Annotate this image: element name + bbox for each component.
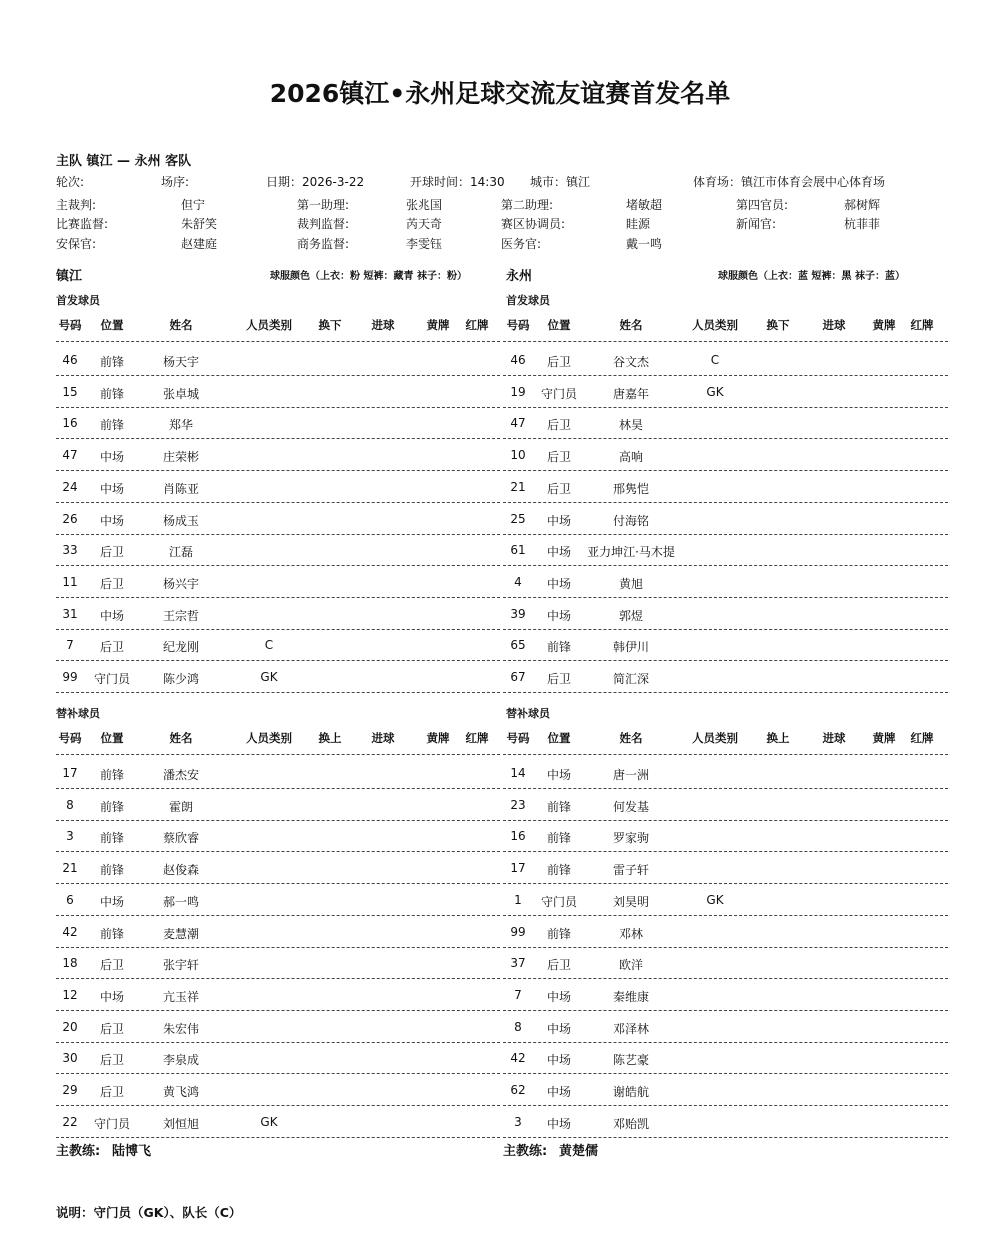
player-name: 陈艺豪 bbox=[612, 1053, 650, 1068]
player-position: 中场 bbox=[99, 513, 125, 528]
player-number: 10 bbox=[510, 448, 526, 463]
player-position: 前锋 bbox=[546, 799, 572, 814]
player-number: 46 bbox=[510, 353, 526, 367]
player-name: 张卓城 bbox=[162, 386, 200, 401]
away-kit: 球服颜色（上衣：蓝 短裤：黑 袜子：蓝） bbox=[718, 271, 905, 282]
player-position: 中场 bbox=[99, 450, 125, 465]
player-type: C bbox=[710, 353, 720, 367]
player-number: 19 bbox=[510, 384, 526, 399]
row-divider bbox=[56, 502, 500, 503]
column-header: 姓名 bbox=[169, 318, 193, 332]
player-number: 46 bbox=[62, 353, 78, 367]
player-number: 99 bbox=[510, 924, 526, 939]
page-title: 2026镇江•永州足球交流友谊赛首发名单 bbox=[269, 79, 731, 108]
player-name: 韩伊川 bbox=[612, 640, 650, 655]
player-position: 前锋 bbox=[99, 799, 125, 814]
player-number: 8 bbox=[66, 797, 74, 812]
player-name: 邓泽林 bbox=[612, 1021, 650, 1036]
player-position: 后卫 bbox=[99, 640, 125, 655]
official-name: 李雯钰 bbox=[406, 237, 443, 251]
player-name: 亚力坤江·马木提 bbox=[587, 545, 675, 560]
column-header: 黄牌 bbox=[426, 731, 450, 745]
player-number: 7 bbox=[514, 987, 522, 1002]
player-name: 赵俊森 bbox=[162, 863, 200, 878]
player-position: 中场 bbox=[546, 768, 572, 782]
official-name: 戴一鸣 bbox=[626, 237, 663, 251]
column-header: 位置 bbox=[100, 731, 124, 745]
player-number: 39 bbox=[510, 606, 526, 621]
official-label: 商务监督: bbox=[297, 237, 350, 251]
official-name: 赵建庭 bbox=[181, 237, 218, 251]
player-name: 林昊 bbox=[618, 418, 644, 433]
row-divider bbox=[56, 629, 500, 630]
player-position: 守门员 bbox=[93, 1116, 131, 1131]
column-header: 号码 bbox=[58, 318, 82, 332]
player-position: 守门员 bbox=[540, 386, 578, 401]
player-type: GK bbox=[260, 1114, 278, 1129]
player-number: 17 bbox=[510, 861, 526, 876]
player-position: 后卫 bbox=[546, 418, 572, 433]
player-name: 潘杰安 bbox=[162, 768, 200, 782]
row-divider bbox=[503, 1105, 948, 1106]
player-name: 谷文杰 bbox=[612, 355, 650, 369]
player-number: 21 bbox=[62, 861, 78, 876]
column-header: 黄牌 bbox=[872, 318, 896, 332]
row-divider bbox=[503, 788, 948, 789]
player-name: 谢皓航 bbox=[612, 1085, 650, 1099]
player-number: 61 bbox=[510, 543, 526, 558]
home-subs-label: 替补球员 bbox=[56, 707, 100, 720]
player-name: 刘昊明 bbox=[612, 894, 650, 909]
away-subs-label: 替补球员 bbox=[506, 707, 550, 720]
official-label: 第四官员: bbox=[736, 198, 789, 212]
row-divider bbox=[56, 883, 500, 884]
player-number: 20 bbox=[62, 1019, 78, 1034]
player-number: 16 bbox=[62, 416, 78, 431]
player-position: 中场 bbox=[99, 989, 125, 1004]
player-name: 刘恒旭 bbox=[162, 1116, 200, 1131]
kickoff-time: 开球时间：14:30 bbox=[410, 175, 505, 189]
row-divider bbox=[56, 915, 500, 916]
official-label: 医务官: bbox=[501, 237, 542, 251]
player-number: 33 bbox=[62, 543, 78, 558]
row-divider bbox=[503, 1137, 948, 1138]
official-name: 芮天奇 bbox=[406, 217, 443, 231]
row-divider bbox=[56, 660, 500, 661]
row-divider bbox=[56, 597, 500, 598]
away-team-name: 永州 bbox=[506, 269, 533, 284]
player-name: 肖陈亚 bbox=[162, 481, 200, 496]
player-type: GK bbox=[706, 892, 724, 907]
player-position: 前锋 bbox=[546, 926, 572, 941]
home-coach-name: 陆博飞 bbox=[112, 1144, 152, 1159]
player-name: 陈少鸿 bbox=[162, 672, 200, 686]
row-divider bbox=[503, 820, 948, 821]
player-number: 18 bbox=[62, 956, 78, 971]
column-header: 人员类别 bbox=[692, 731, 738, 745]
player-position: 中场 bbox=[546, 1053, 572, 1068]
home-coach-label: 主教练: bbox=[56, 1144, 101, 1159]
row-divider bbox=[503, 629, 948, 630]
column-header: 人员类别 bbox=[246, 318, 292, 332]
row-divider bbox=[503, 915, 948, 916]
column-header: 号码 bbox=[506, 731, 530, 745]
column-header: 进球 bbox=[822, 318, 846, 332]
row-divider bbox=[56, 1042, 500, 1043]
player-name: 唐嘉年 bbox=[612, 386, 650, 401]
row-divider bbox=[56, 788, 500, 789]
player-position: 前锋 bbox=[99, 418, 125, 433]
row-divider bbox=[503, 502, 948, 503]
row-divider bbox=[503, 978, 948, 979]
city: 城市：镇江 bbox=[530, 175, 591, 189]
player-number: 7 bbox=[66, 638, 74, 653]
player-position: 中场 bbox=[546, 1085, 572, 1099]
column-header: 换下 bbox=[318, 318, 342, 332]
player-number: 3 bbox=[66, 829, 74, 844]
player-position: 后卫 bbox=[546, 450, 572, 465]
player-number: 31 bbox=[62, 606, 78, 621]
player-name: 麦慧潮 bbox=[162, 926, 200, 941]
column-header: 人员类别 bbox=[692, 318, 738, 332]
player-position: 中场 bbox=[546, 513, 572, 528]
player-number: 30 bbox=[62, 1051, 78, 1066]
row-divider bbox=[56, 375, 500, 376]
round-label: 轮次: bbox=[56, 175, 85, 189]
player-position: 前锋 bbox=[546, 640, 572, 655]
player-position: 中场 bbox=[99, 481, 125, 496]
player-number: 65 bbox=[510, 638, 526, 653]
away-coach-name: 黄楚儒 bbox=[559, 1144, 599, 1159]
player-number: 1 bbox=[514, 892, 522, 907]
official-name: 但宁 bbox=[181, 198, 206, 212]
matchup: 主队 镇江 — 永州 客队 bbox=[56, 154, 192, 169]
official-name: 郝树辉 bbox=[844, 198, 881, 212]
player-name: 张宇轩 bbox=[162, 958, 200, 973]
player-name: 欧洋 bbox=[618, 958, 644, 973]
player-type: GK bbox=[260, 670, 278, 684]
column-header: 红牌 bbox=[465, 731, 489, 745]
player-name: 黄旭 bbox=[618, 576, 644, 591]
player-position: 后卫 bbox=[546, 355, 572, 369]
player-name: 唐一洲 bbox=[612, 768, 650, 782]
home-kit: 球服颜色（上衣：粉 短裤：藏青 袜子：粉） bbox=[270, 271, 467, 282]
legend-note: 说明：守门员（GK）、队长（C） bbox=[56, 1205, 242, 1220]
player-name: 郑华 bbox=[168, 418, 194, 433]
official-label: 安保官: bbox=[56, 237, 97, 251]
player-position: 后卫 bbox=[546, 672, 572, 686]
row-divider bbox=[56, 1010, 500, 1011]
official-label: 裁判监督: bbox=[297, 217, 350, 231]
player-name: 江磊 bbox=[168, 545, 194, 560]
row-divider bbox=[56, 1137, 500, 1138]
player-position: 前锋 bbox=[99, 355, 125, 369]
row-divider bbox=[56, 534, 500, 535]
column-header: 换上 bbox=[318, 731, 342, 745]
player-name: 黄飞鸿 bbox=[162, 1085, 200, 1099]
official-label: 比赛监督: bbox=[56, 217, 109, 231]
row-divider bbox=[503, 1010, 948, 1011]
column-header: 进球 bbox=[371, 731, 395, 745]
player-name: 郭煜 bbox=[618, 608, 644, 623]
column-header: 号码 bbox=[58, 731, 82, 745]
player-name: 朱宏伟 bbox=[162, 1021, 200, 1036]
row-divider bbox=[503, 597, 948, 598]
player-number: 24 bbox=[62, 479, 78, 494]
player-number: 8 bbox=[514, 1019, 522, 1034]
player-name: 罗家驹 bbox=[612, 831, 650, 846]
column-header: 位置 bbox=[100, 318, 124, 332]
column-header: 换下 bbox=[766, 318, 790, 332]
official-label: 主裁判: bbox=[56, 198, 97, 212]
player-position: 前锋 bbox=[99, 831, 125, 846]
player-position: 后卫 bbox=[99, 1053, 125, 1068]
player-position: 守门员 bbox=[540, 894, 578, 909]
column-header: 进球 bbox=[371, 318, 395, 332]
row-divider bbox=[56, 692, 500, 693]
player-name: 亢玉祥 bbox=[162, 989, 200, 1004]
player-name: 秦维康 bbox=[612, 989, 650, 1004]
player-number: 99 bbox=[62, 670, 78, 684]
player-name: 雷子轩 bbox=[612, 863, 650, 878]
player-position: 后卫 bbox=[99, 1085, 125, 1099]
row-divider bbox=[503, 470, 948, 471]
player-number: 29 bbox=[62, 1083, 78, 1097]
player-name: 简汇深 bbox=[612, 672, 650, 686]
row-divider bbox=[56, 820, 500, 821]
official-name: 杭菲菲 bbox=[844, 217, 881, 231]
away-coach-label: 主教练: bbox=[503, 1144, 548, 1159]
player-number: 14 bbox=[510, 766, 526, 780]
column-header: 进球 bbox=[822, 731, 846, 745]
player-name: 邓林 bbox=[618, 926, 644, 941]
player-name: 杨成玉 bbox=[162, 513, 200, 528]
row-divider bbox=[56, 1105, 500, 1106]
player-number: 11 bbox=[62, 574, 78, 589]
player-name: 高响 bbox=[618, 450, 644, 465]
player-name: 邓贻凯 bbox=[612, 1116, 650, 1131]
column-header: 姓名 bbox=[619, 731, 643, 745]
stadium: 体育场：镇江市体育会展中心体育场 bbox=[693, 175, 886, 189]
player-name: 付海铭 bbox=[612, 513, 650, 528]
column-header: 人员类别 bbox=[246, 731, 292, 745]
column-header: 换上 bbox=[766, 731, 790, 745]
official-label: 第一助理: bbox=[297, 198, 350, 212]
player-position: 中场 bbox=[546, 1021, 572, 1036]
player-position: 中场 bbox=[546, 576, 572, 591]
player-position: 后卫 bbox=[99, 958, 125, 973]
row-divider bbox=[56, 407, 500, 408]
player-number: 21 bbox=[510, 479, 526, 494]
official-label: 赛区协调员: bbox=[501, 217, 566, 231]
official-name: 张兆国 bbox=[406, 198, 443, 212]
player-name: 王宗哲 bbox=[162, 608, 200, 623]
player-number: 17 bbox=[62, 766, 78, 780]
player-position: 后卫 bbox=[546, 958, 572, 973]
player-number: 22 bbox=[62, 1114, 78, 1129]
row-divider bbox=[503, 534, 948, 535]
player-number: 42 bbox=[510, 1051, 526, 1066]
player-position: 中场 bbox=[546, 989, 572, 1004]
row-divider bbox=[503, 1042, 948, 1043]
column-header: 红牌 bbox=[465, 318, 489, 332]
player-number: 12 bbox=[62, 987, 78, 1002]
player-name: 何发基 bbox=[612, 799, 650, 814]
row-divider bbox=[56, 438, 500, 439]
player-name: 霍朗 bbox=[168, 799, 194, 814]
column-header: 位置 bbox=[547, 731, 571, 745]
player-number: 47 bbox=[510, 416, 526, 431]
row-divider bbox=[56, 851, 500, 852]
row-divider bbox=[503, 407, 948, 408]
row-divider bbox=[503, 692, 948, 693]
home-starters-label: 首发球员 bbox=[56, 294, 100, 307]
player-position: 中场 bbox=[546, 545, 572, 560]
row-divider bbox=[503, 947, 948, 948]
player-number: 6 bbox=[66, 892, 74, 907]
player-name: 纪龙刚 bbox=[162, 640, 200, 655]
column-header: 位置 bbox=[547, 318, 571, 332]
player-position: 中场 bbox=[99, 894, 125, 909]
row-divider bbox=[503, 883, 948, 884]
player-position: 前锋 bbox=[99, 863, 125, 878]
player-number: 26 bbox=[62, 511, 78, 526]
player-number: 67 bbox=[510, 670, 526, 684]
row-divider bbox=[503, 660, 948, 661]
player-position: 中场 bbox=[99, 608, 125, 623]
player-position: 后卫 bbox=[546, 481, 572, 496]
away-starters-label: 首发球员 bbox=[506, 294, 550, 307]
player-position: 后卫 bbox=[99, 545, 125, 560]
row-divider bbox=[503, 851, 948, 852]
row-divider bbox=[503, 754, 948, 755]
player-name: 邢隽恺 bbox=[612, 481, 650, 496]
column-header: 姓名 bbox=[619, 318, 643, 332]
player-type: C bbox=[264, 638, 274, 653]
row-divider bbox=[503, 375, 948, 376]
row-divider bbox=[56, 341, 500, 342]
player-number: 37 bbox=[510, 956, 526, 971]
player-position: 前锋 bbox=[99, 386, 125, 401]
player-position: 前锋 bbox=[99, 926, 125, 941]
player-name: 杨兴宇 bbox=[162, 576, 200, 591]
player-number: 25 bbox=[510, 511, 526, 526]
session-label: 场序: bbox=[161, 175, 190, 189]
player-name: 庄荣彬 bbox=[162, 450, 200, 465]
player-position: 中场 bbox=[546, 608, 572, 623]
row-divider bbox=[503, 1073, 948, 1074]
player-name: 杨天宇 bbox=[162, 355, 200, 369]
player-number: 15 bbox=[62, 384, 78, 399]
row-divider bbox=[56, 754, 500, 755]
column-header: 红牌 bbox=[910, 318, 934, 332]
player-number: 3 bbox=[514, 1114, 522, 1129]
official-label: 新闻官: bbox=[736, 217, 777, 231]
home-team-name: 镇江 bbox=[56, 269, 83, 284]
column-header: 黄牌 bbox=[426, 318, 450, 332]
player-number: 23 bbox=[510, 797, 526, 812]
column-header: 号码 bbox=[506, 318, 530, 332]
match-date: 日期：2026-3-22 bbox=[266, 175, 365, 189]
player-position: 后卫 bbox=[99, 576, 125, 591]
row-divider bbox=[503, 565, 948, 566]
player-number: 4 bbox=[514, 574, 522, 589]
player-number: 42 bbox=[62, 924, 78, 939]
player-position: 前锋 bbox=[546, 863, 572, 878]
row-divider bbox=[56, 978, 500, 979]
player-position: 后卫 bbox=[99, 1021, 125, 1036]
row-divider bbox=[503, 438, 948, 439]
column-header: 黄牌 bbox=[872, 731, 896, 745]
row-divider bbox=[56, 565, 500, 566]
column-header: 红牌 bbox=[910, 731, 934, 745]
player-number: 47 bbox=[62, 448, 78, 463]
player-position: 中场 bbox=[546, 1116, 572, 1131]
player-number: 62 bbox=[510, 1083, 526, 1097]
player-name: 李泉成 bbox=[162, 1053, 200, 1068]
official-name: 朱舒笑 bbox=[181, 217, 218, 231]
row-divider bbox=[56, 947, 500, 948]
player-position: 守门员 bbox=[93, 672, 131, 686]
official-name: 堵敏超 bbox=[626, 198, 663, 212]
player-type: GK bbox=[706, 384, 724, 399]
player-position: 前锋 bbox=[546, 831, 572, 846]
player-number: 16 bbox=[510, 829, 526, 844]
column-header: 姓名 bbox=[169, 731, 193, 745]
official-label: 第二助理: bbox=[501, 198, 554, 212]
official-name: 眭源 bbox=[626, 217, 651, 231]
player-name: 郝一鸣 bbox=[162, 894, 200, 909]
row-divider bbox=[56, 470, 500, 471]
row-divider bbox=[56, 1073, 500, 1074]
player-name: 蔡欣睿 bbox=[162, 831, 200, 846]
row-divider bbox=[503, 341, 948, 342]
player-position: 前锋 bbox=[99, 768, 125, 782]
